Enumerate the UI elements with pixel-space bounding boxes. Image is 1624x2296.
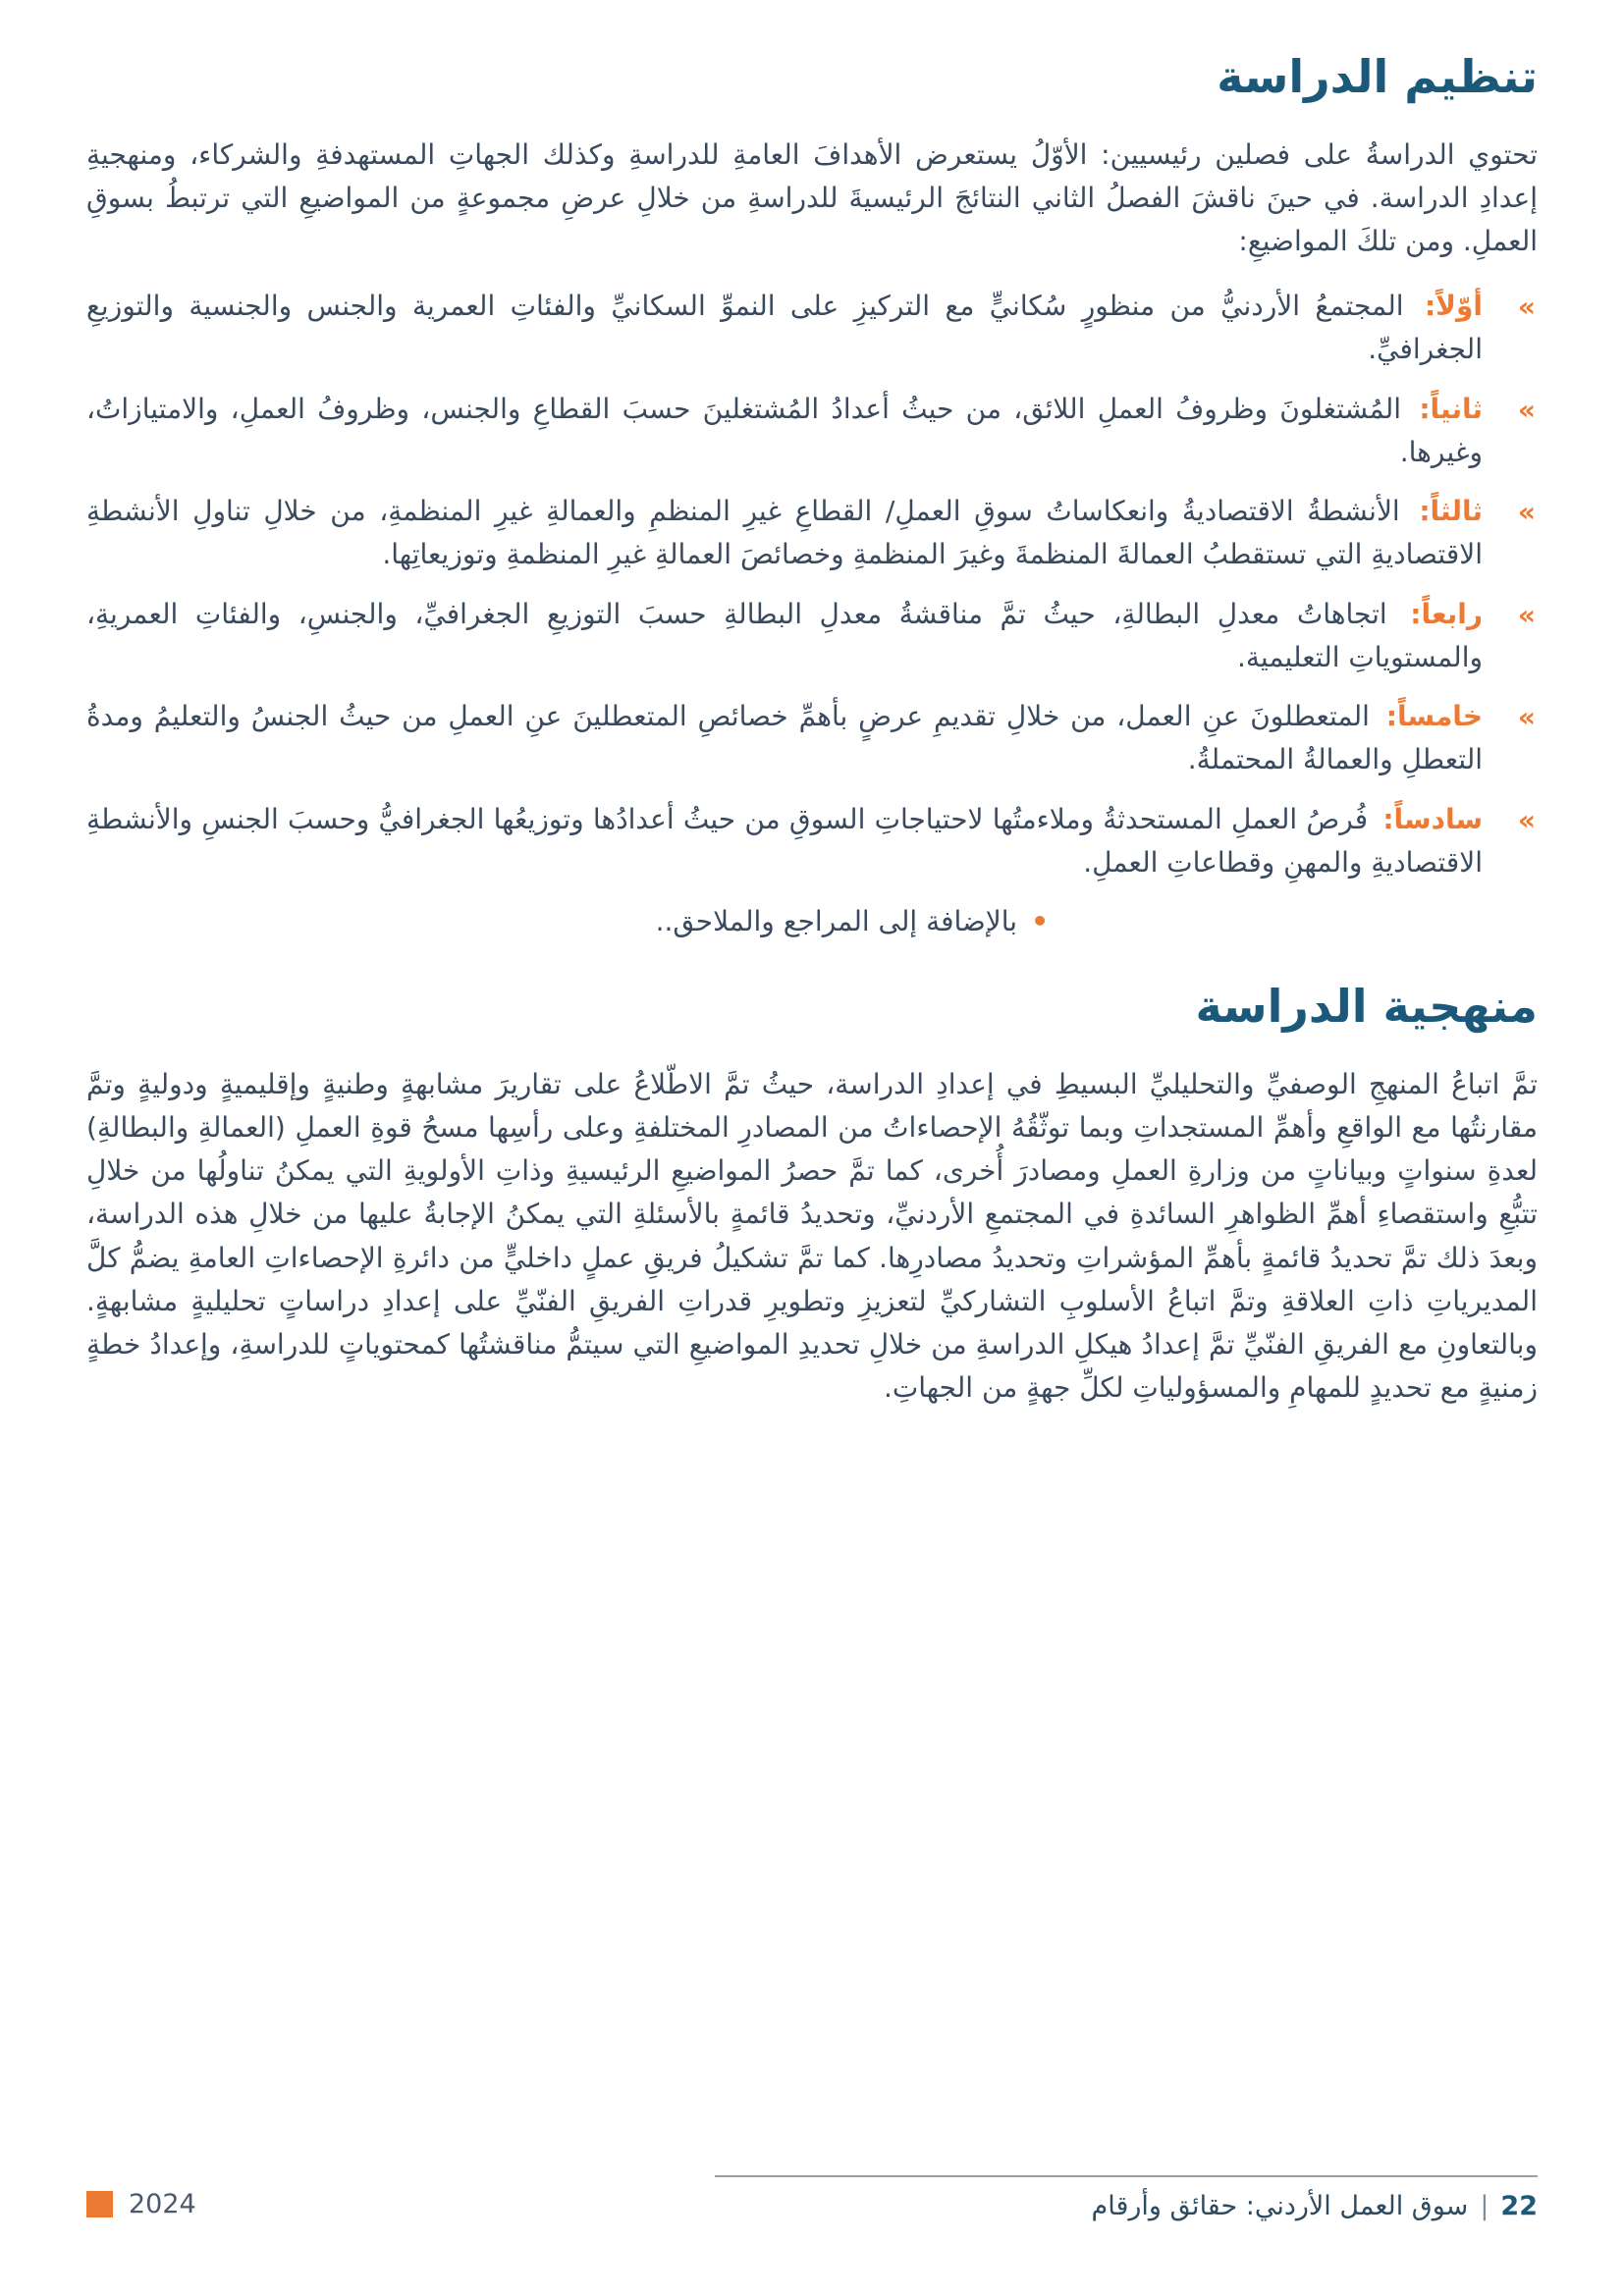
page-footer	[86, 2163, 1538, 2221]
footer-year: 2024	[129, 2189, 196, 2219]
list-item	[86, 388, 1538, 474]
item-text: فُرصُ العملِ المستحدثةُ وملاءمتُها لاحتياجاتِ السوقِ من حيثُ أعدادُها وتوزيعُها الجغرافيُّ وحسبَ الجنسِ والأنشطةِ الاقتصاديةِ والمهنِ وقطاعاتِ العملِ.	[86, 802, 1483, 879]
footer-citation-block	[715, 2175, 1538, 2221]
list-item	[86, 695, 1538, 781]
page-number: 22	[1500, 2191, 1538, 2221]
page-content	[86, 49, 1538, 1432]
organization-intro-paragraph: تحتوي الدراسةُ على فصلين رئيسيين: الأوّلُ يستعرض الأهدافَ العامةِ للدراسةِ وكذلك الجهاتِ المستهدفةِ والشركاء، ومنهجيةِ إعدادِ الدراسة. في حينَ ناقشَ الفصلُ الثاني النتائجَ الرئيسيةَ للدراسةِ من خلالِ عرضِ مجموعةٍ من المواضيعِ التي ترتبطُ بسوقِ العملِ. ومن تلكَ المواضيعِ:	[86, 137, 1538, 257]
guillemet-icon: «	[1517, 598, 1536, 631]
methodology-paragraph: تمَّ اتباعُ المنهجِ الوصفيِّ والتحليليِّ البسيطِ في إعدادِ الدراسة، حيثُ تمَّ الاطّلاعُ على تقاريرَ مشابهةٍ وطنيةٍ وإقليميةٍ ودوليةٍ وتمَّ مقارنتُها مع الواقعِ وأهمِّ المستجداتِ وبما توثّقُهُ الإحصاءاتُ من المصادرِ المختلفةِ وعلى رأسِها مسحُ قوةِ العملِ (العمالةِ والبطالةِ) لعدةِ سنواتٍ وبياناتٍ من وزارةِ العملِ ومصادرَ أُخرى، كما تمَّ حصرُ المواضيعِ الرئيسيةِ وذاتِ الأولويةِ التي يمكنُ تناولُها من خلالِ تتبُّعِ واستقصاءِ أهمِّ الظواهرِ السائدةِ في المجتمعِ الأردنيِّ، وتحديدُ قائمةٍ بالأسئلةِ التي يمكنُ الإجابةُ عليها من خلالِ هذه الدراسة، وبعدَ ذلك تمَّ تحديدُ قائمةٍ بأهمِّ المؤشراتِ وتحديدُ مصادرِها. كما تمَّ تشكيلُ فريقِ عملٍ داخليٍّ من دائرةِ الإحصاءاتِ العامةِ يضمُّ كلَّ المديرياتِ ذاتِ العلاقةِ وتمَّ اتباعُ الأسلوبِ التشاركيِّ لتعزيزِ وتطويرِ قدراتِ الفريقِ الفنّيِّ على إعدادِ دراساتٍ تحليليةٍ مشابهةٍ. وبالتعاونِ مع الفريقِ الفنّيِّ تمَّ إعدادُ هيكلِ الدراسةِ من خلالِ تحديدِ المواضيعِ التي سيتمُّ مناقشتُها كمحتوياتٍ للدراسةِ، وإعدادُ خطةٍ زمنيةٍ مع تحديدٍ للمهامِ والمسؤولياتِ لكلِّ جهةٍ من الجهاتِ.	[86, 1067, 1538, 1405]
topics-list	[86, 285, 1538, 884]
item-label: خامساً:	[1385, 700, 1483, 733]
methodology-section-title: منهجية الدراسة	[1195, 980, 1538, 1034]
item-text: اتجاهاتُ معدلِ البطالةِ، حيثُ تمَّ مناقشةُ معدلِ البطالةِ حسبَ التوزيعِ الجغرافيِّ، والجنسِ، والفئاتِ العمريةِ، والمستوياتِ التعليمية.	[86, 597, 1483, 673]
guillemet-icon: «	[1517, 393, 1536, 426]
list-item	[86, 490, 1538, 576]
item-text: المُشتغلونَ وظروفُ العملِ اللائق، من حيثُ أعدادُ المُشتغلينَ حسبَ القطاعِ والجنس، وظروفُ العملِ، والامتيازاتُ، وغيرها.	[86, 392, 1483, 468]
guillemet-icon: «	[1517, 803, 1536, 836]
item-label: ثانياً:	[1419, 392, 1483, 425]
item-label: ثالثاً:	[1419, 495, 1483, 528]
footer-year-block	[86, 2189, 196, 2219]
item-text: المتعطلونَ عنِ العمل، من خلالِ تقديمِ عرضٍ بأهمِّ خصائصِ المتعطلينَ عنِ العملِ من حيثُ الجنسُ والتعليمُ ومدةُ التعطلِ والعمالةُ المحتملةُ.	[86, 700, 1483, 776]
item-text: الأنشطةُ الاقتصاديةُ وانعكاساتُ سوقِ العملِ/ القطاعِ غيرِ المنظمِ والعمالةِ غيرِ المنظمةِ، من خلالِ تناولِ الأنشطةِ الاقتصاديةِ التي تستقطبُ العمالةَ المنظمةَ وغيرَ المنظمةِ وخصائصَ العمالةِ غيرِ المنظمةِ وتوزيعاتِها.	[86, 495, 1483, 571]
item-label: رابعاً:	[1410, 597, 1483, 630]
organization-section-title: تنظيم الدراسة	[1217, 50, 1538, 103]
footer-divider	[715, 2175, 1538, 2177]
item-label: سادساً:	[1382, 802, 1483, 835]
list-item	[86, 285, 1538, 371]
guillemet-icon: «	[1517, 496, 1536, 529]
item-text: المجتمعُ الأردنيُّ من منظورٍ سُكانيٍّ مع التركيزِ على النموِّ السكانيِّ والفئاتِ العمرية والجنس والجنسية والتوزيعِ الجغرافيِّ.	[86, 290, 1483, 366]
guillemet-icon: «	[1517, 291, 1536, 324]
guillemet-icon: «	[1517, 701, 1536, 734]
publication-title: سوق العمل الأردني: حقائق وأرقام	[1091, 2191, 1469, 2221]
accent-square-icon	[86, 2191, 113, 2217]
list-item	[86, 593, 1538, 679]
footer-citation	[715, 2191, 1538, 2221]
list-item	[86, 798, 1538, 884]
bullet-icon: •	[1031, 905, 1049, 938]
item-label: أوّلاً:	[1424, 290, 1483, 323]
footer-separator: |	[1480, 2191, 1489, 2221]
appendix-text: بالإضافة إلى المراجع والملاحق..	[655, 905, 1018, 938]
appendix-bullet	[86, 900, 1049, 943]
